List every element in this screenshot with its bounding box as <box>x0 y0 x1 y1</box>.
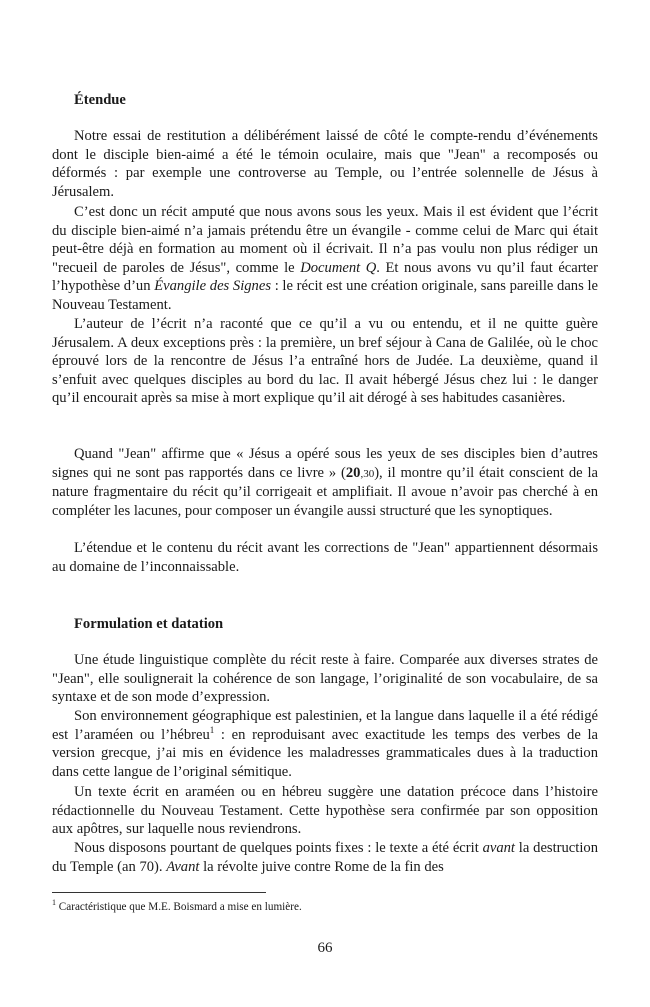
section-heading-etendue: Étendue <box>74 92 126 108</box>
emphasis-document-q: Document Q <box>300 259 377 276</box>
paragraph: Notre essai de restitution a délibérément laissé de côté le compte-rendu d’événements dont le disciple bien-aimé a été le témoin oculaire, mais que "Jean" a recomposés ou déformés : par exemple une controverse au Temple, ou l’entrée solennelle de Jésus à Jérusalem. <box>52 128 598 200</box>
footnote-marker: 1 <box>52 898 56 907</box>
footnote <box>52 900 598 914</box>
scripture-reference-chapter: 20 <box>345 464 361 481</box>
paragraph: Un texte écrit en araméen ou en hébreu suggère une datation précoce dans l’histoire rédactionnelle du Nouveau Testament. Cette hypothèse sera confirmée par son opposition aux apôtres, sur laquelle nous reviendrons. <box>52 784 598 838</box>
page-number: 66 <box>317 940 333 956</box>
section-heading-formulation: Formulation et datation <box>74 616 224 632</box>
paragraph: Quand "Jean" affirme que « Jésus a opéré sous les yeux de ses disciples bien d’autres signes qui ne sont pas rapportés dans ce livre » (20,30), il montre qu’il était conscient de la nature fragmentaire du récit qu’il corrigeait et amplifiait. Il avoue n’avoir pas cherché à en compléter les lacunes, pour composer un évangile aussi structuré que les synoptiques. <box>52 446 599 519</box>
paragraph: Son environnement géographique est palestinien, et la langue dans laquelle il a été rédigé est l’araméen ou l’hébreu$^1$ : en reproduisant avec exactitude les temps des verbes de la version grecque, j’ai mis en évidence les maladresses grammaticales dues à la traduction dans cette langue de l’original sémitique. <box>52 708 598 780</box>
emphasis-avant: Avant <box>166 858 200 875</box>
emphasis-evangile-des-signes: Évangile des Signes <box>154 278 272 295</box>
paragraph: Nous disposons pourtant de quelques points fixes : le texte a été écrit avant la destruction du Temple (an 70). Avant la révolte juive contre Rome de la fin des <box>52 840 598 875</box>
paragraph: L’étendue et le contenu du récit avant les corrections de "Jean" appartiennent désormais au domaine de l’inconnaissable. <box>52 540 598 575</box>
paragraph: Une étude linguistique complète du récit reste à faire. Comparée aux diverses strates de "Jean", elle soulignerait la cohérence de son langage, l’originalité de son vocabulaire, de sa syntaxe et de son mode d’expression. <box>52 652 598 706</box>
footnote-separator <box>52 892 266 893</box>
document-page <box>52 0 598 1007</box>
footnote-text: Caractéristique que M.E. Boismard a mise en lumière. <box>56 901 302 913</box>
scripture-reference-verse: ,30 <box>360 467 375 480</box>
footnote-reference[interactable]: 1 <box>209 724 215 735</box>
paragraph: C’est donc un récit amputé que nous avons sous les yeux. Mais il est évident que l’écrit du disciple bien-aimé n’a jamais prétendu être un évangile - comme celui de Marc qui était peut-être déjà en formation au moment où il écrivait. Il n’a pas voulu non plus rédiger un "recueil de paroles de Jésus", comme le Document Q. Et nous avons vu qu’il faut écarter l’hypothèse d’un Évangile des Signes : le récit est une création originale, sans pareille dans le Nouveau Testament. <box>52 204 599 313</box>
paragraph: L’auteur de l’écrit n’a raconté que ce qu’il a vu ou entendu, et il ne quitte guère Jérusalem. A deux exceptions près : la première, un bref séjour à Cana de Galilée, où le choc éprouvé lors de la rencontre de Jésus l’a entraîné hors de Judée. La deuxième, quand il s’enfuit avec quelques disciples au bord du lac. Il avait hébergé Jésus chez lui : le danger qu’il encourait après sa mise à mort explique qu’il ait dérogé à ses habitudes casanières. <box>52 316 598 407</box>
emphasis-avant: avant <box>482 840 515 856</box>
